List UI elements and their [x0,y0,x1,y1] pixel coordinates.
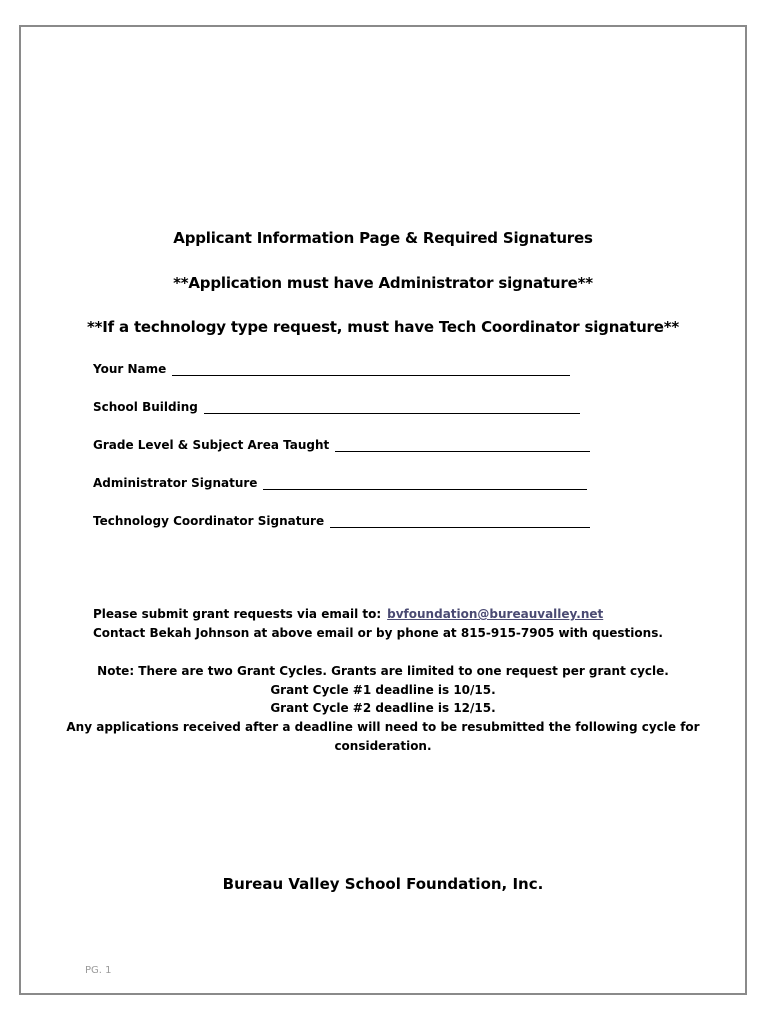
tech-signature-notice: **If a technology type request, must have Tech Coordinator signature** [86,318,680,336]
note-line-5: consideration. [334,738,432,753]
admin-signature-notice: **Application must have Administrator signature** [173,274,593,292]
note-line-2: Grant Cycle #1 deadline is 10/15. [270,682,496,697]
page-number: PG. 1 [85,965,112,976]
tech-coordinator-signature-label: Technology Coordinator Signature [93,514,325,528]
grade-level-field[interactable] [93,438,590,452]
grade-level-label: Grade Level & Subject Area Taught [93,438,330,452]
contact-text: Contact Bekah Johnson at above email or by phone at 815-915-7905 with questions. [93,626,663,640]
school-building-field[interactable] [93,400,580,414]
submit-text: Please submit grant requests via email to: [93,607,382,621]
note-line-3: Grant Cycle #2 deadline is 12/15. [270,701,496,716]
your-name-line[interactable] [172,363,570,376]
administrator-signature-field[interactable] [93,476,587,490]
note-line-4: Any applications received after a deadline will need to be resubmitted the following cycle for [66,720,700,735]
administrator-signature-label: Administrator Signature [93,476,258,490]
tech-coordinator-signature-field[interactable] [93,514,590,528]
your-name-label: Your Name [93,362,167,376]
document-page [19,25,747,995]
organization-name: Bureau Valley School Foundation, Inc. [222,875,544,893]
school-building-line[interactable] [204,401,580,414]
note-line-1: Note: There are two Grant Cycles. Grants are limited to one request per grant cycle. [97,664,669,678]
page-title: Applicant Information Page & Required Signatures [173,229,593,247]
submission-info [93,605,663,643]
administrator-signature-line[interactable] [263,477,587,490]
school-building-label: School Building [93,400,198,414]
grant-cycle-note [21,662,745,756]
submit-line [93,605,663,624]
tech-coordinator-signature-line[interactable] [330,515,590,528]
email-link[interactable]: bvfoundation@bureauvalley.net [387,607,604,621]
your-name-field[interactable] [93,362,570,376]
grade-level-line[interactable] [335,439,590,452]
